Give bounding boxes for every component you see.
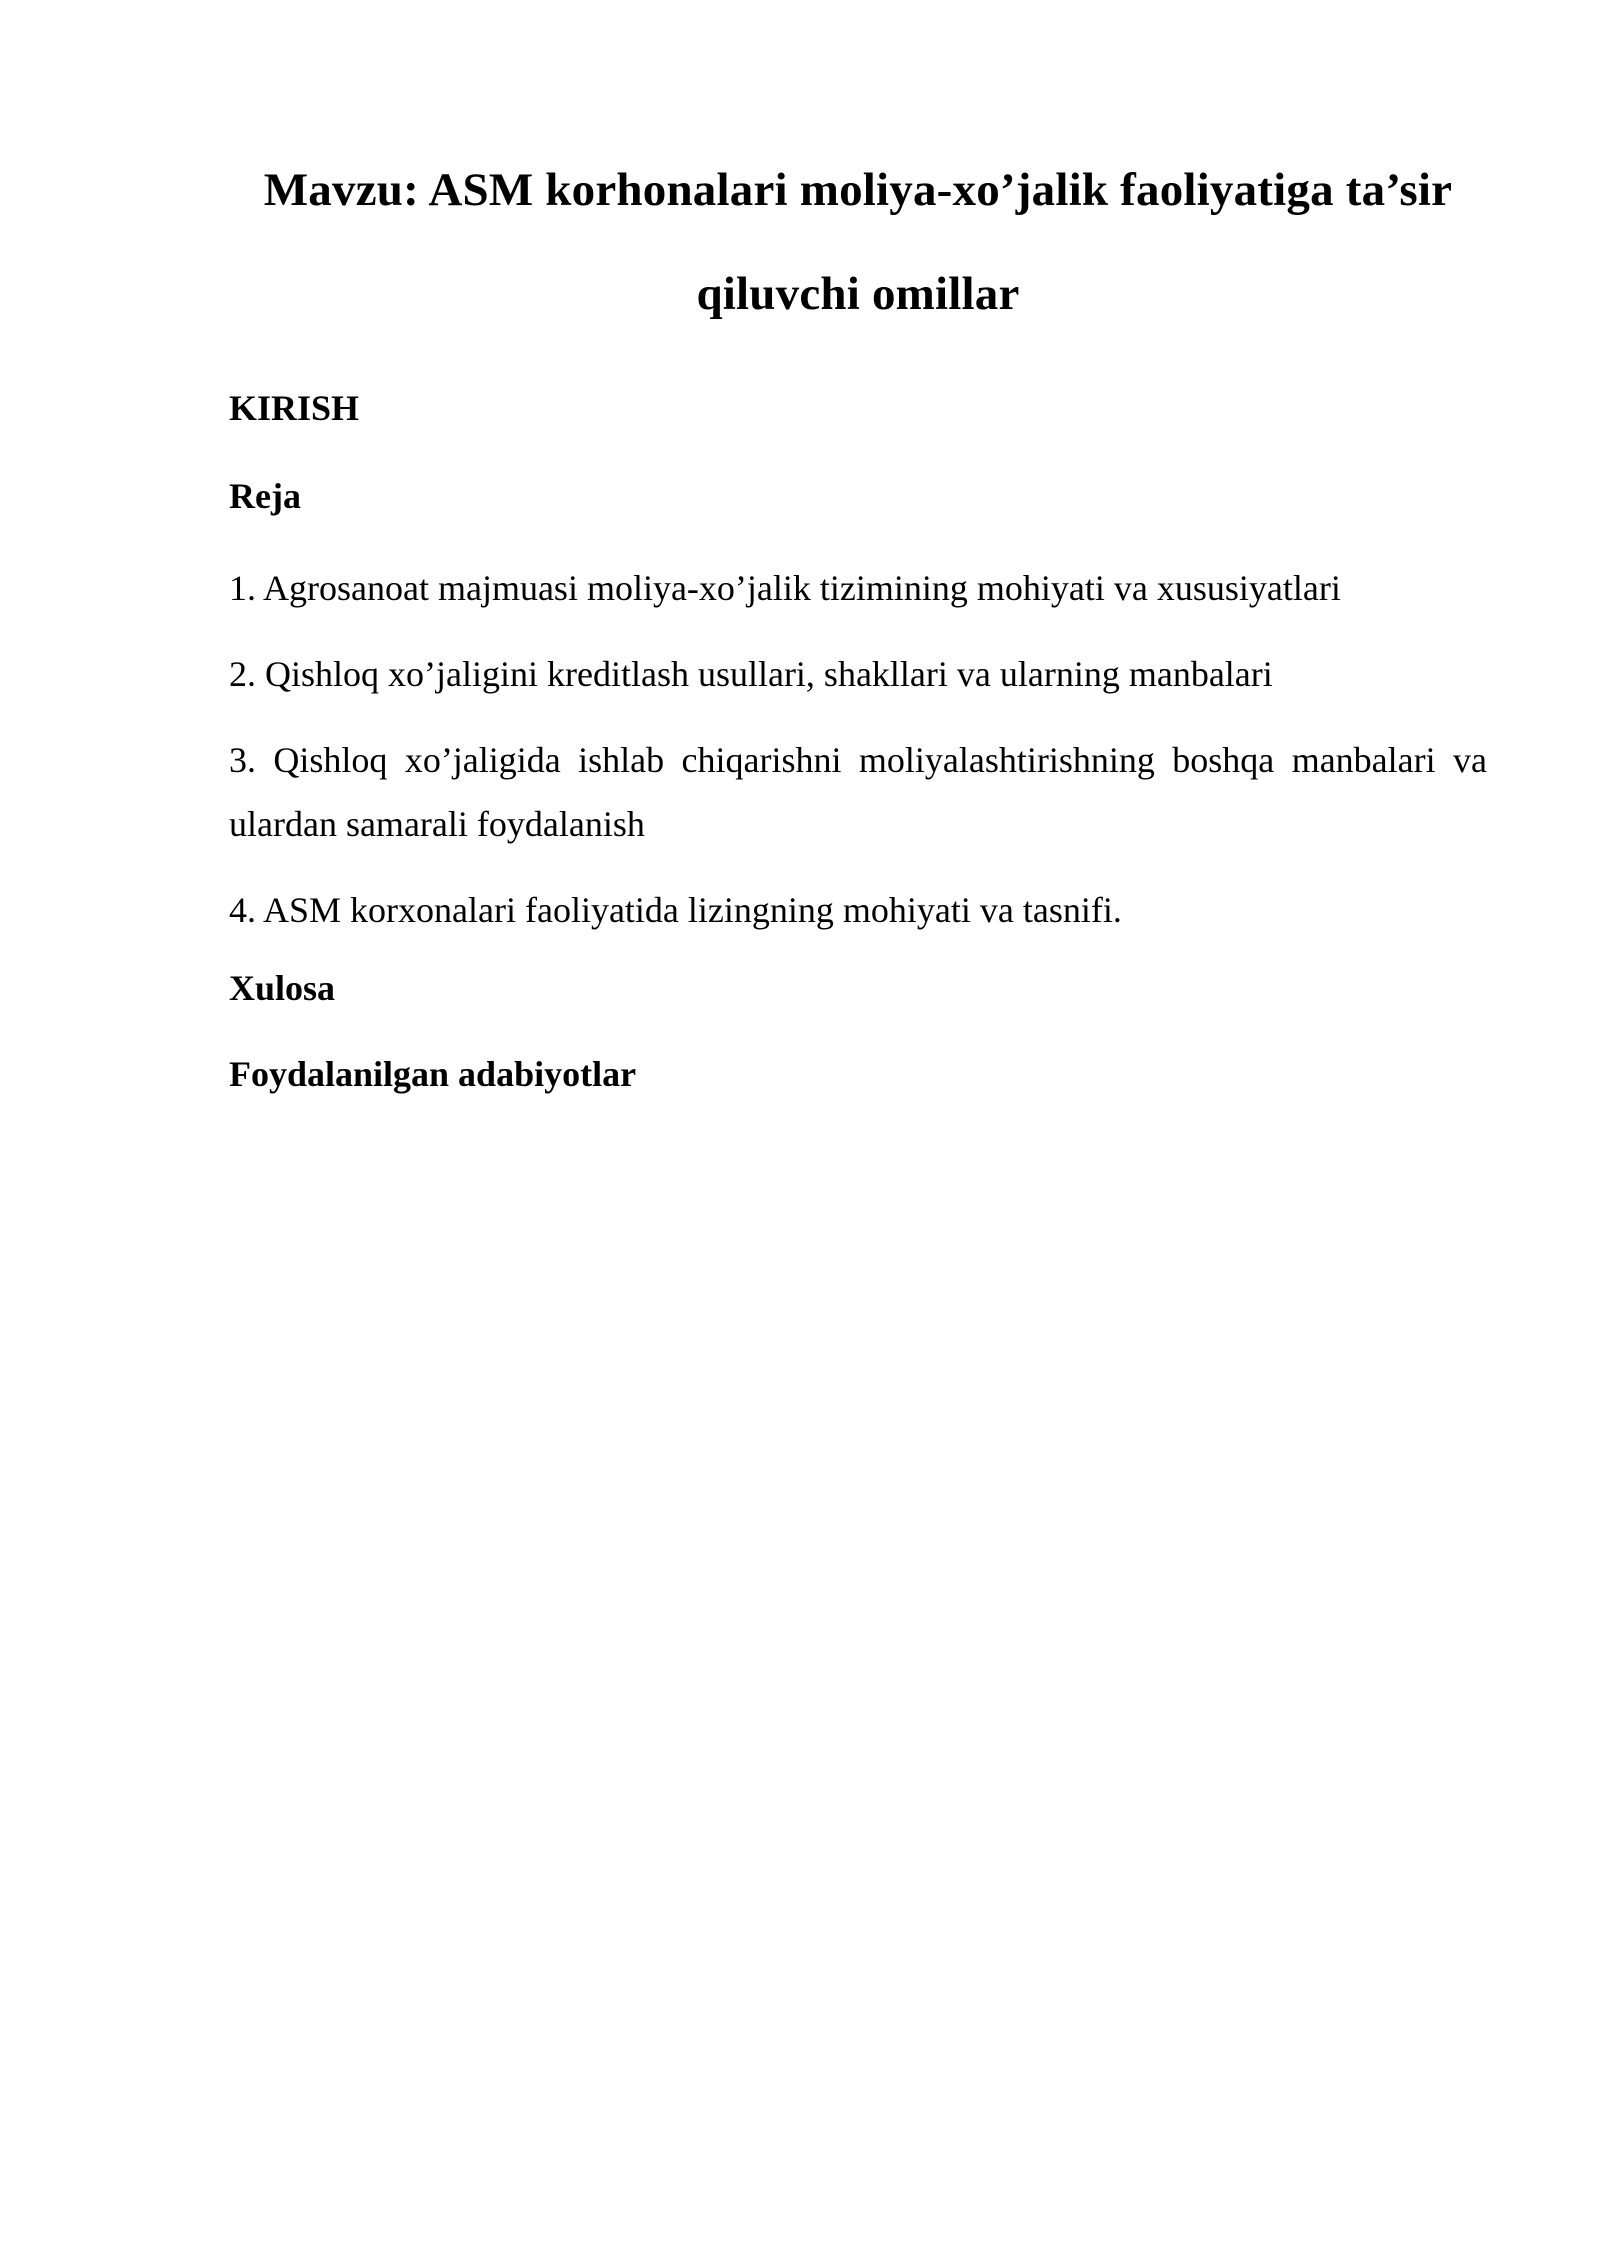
plan-item-4: 4. ASM korxonalari faoliyatida lizingning mohiyati va tasnifi. <box>229 890 1122 930</box>
plan-item-3: 3. Qishloq xo’jaligida ishlab chiqarishni moliyalashtirishning boshqa manbalari va ulardan samarali foydalanish <box>229 740 1487 844</box>
conclusion-heading: Xulosa <box>229 968 336 1008</box>
plan-item-1: 1. Agrosanoat majmuasi moliya-xo’jalik tizimining mohiyati va xususiyatlari <box>229 568 1341 608</box>
references-heading: Foydalanilgan adabiyotlar <box>229 1054 637 1094</box>
plan-item-2: 2. Qishloq xo’jaligini kreditlash usullari, shakllari va ularning manbalari <box>229 654 1273 694</box>
document-title-line-1: Mavzu: ASM korhonalari moliya-xo’jalik faoliyatiga ta’sir <box>263 164 1453 216</box>
document-content <box>229 138 1487 1106</box>
intro-heading: KIRISH <box>229 388 360 428</box>
document-title-line-2: qiluvchi omillar <box>696 268 1020 320</box>
plan-list <box>229 556 1487 942</box>
plan-heading: Reja <box>229 476 301 516</box>
